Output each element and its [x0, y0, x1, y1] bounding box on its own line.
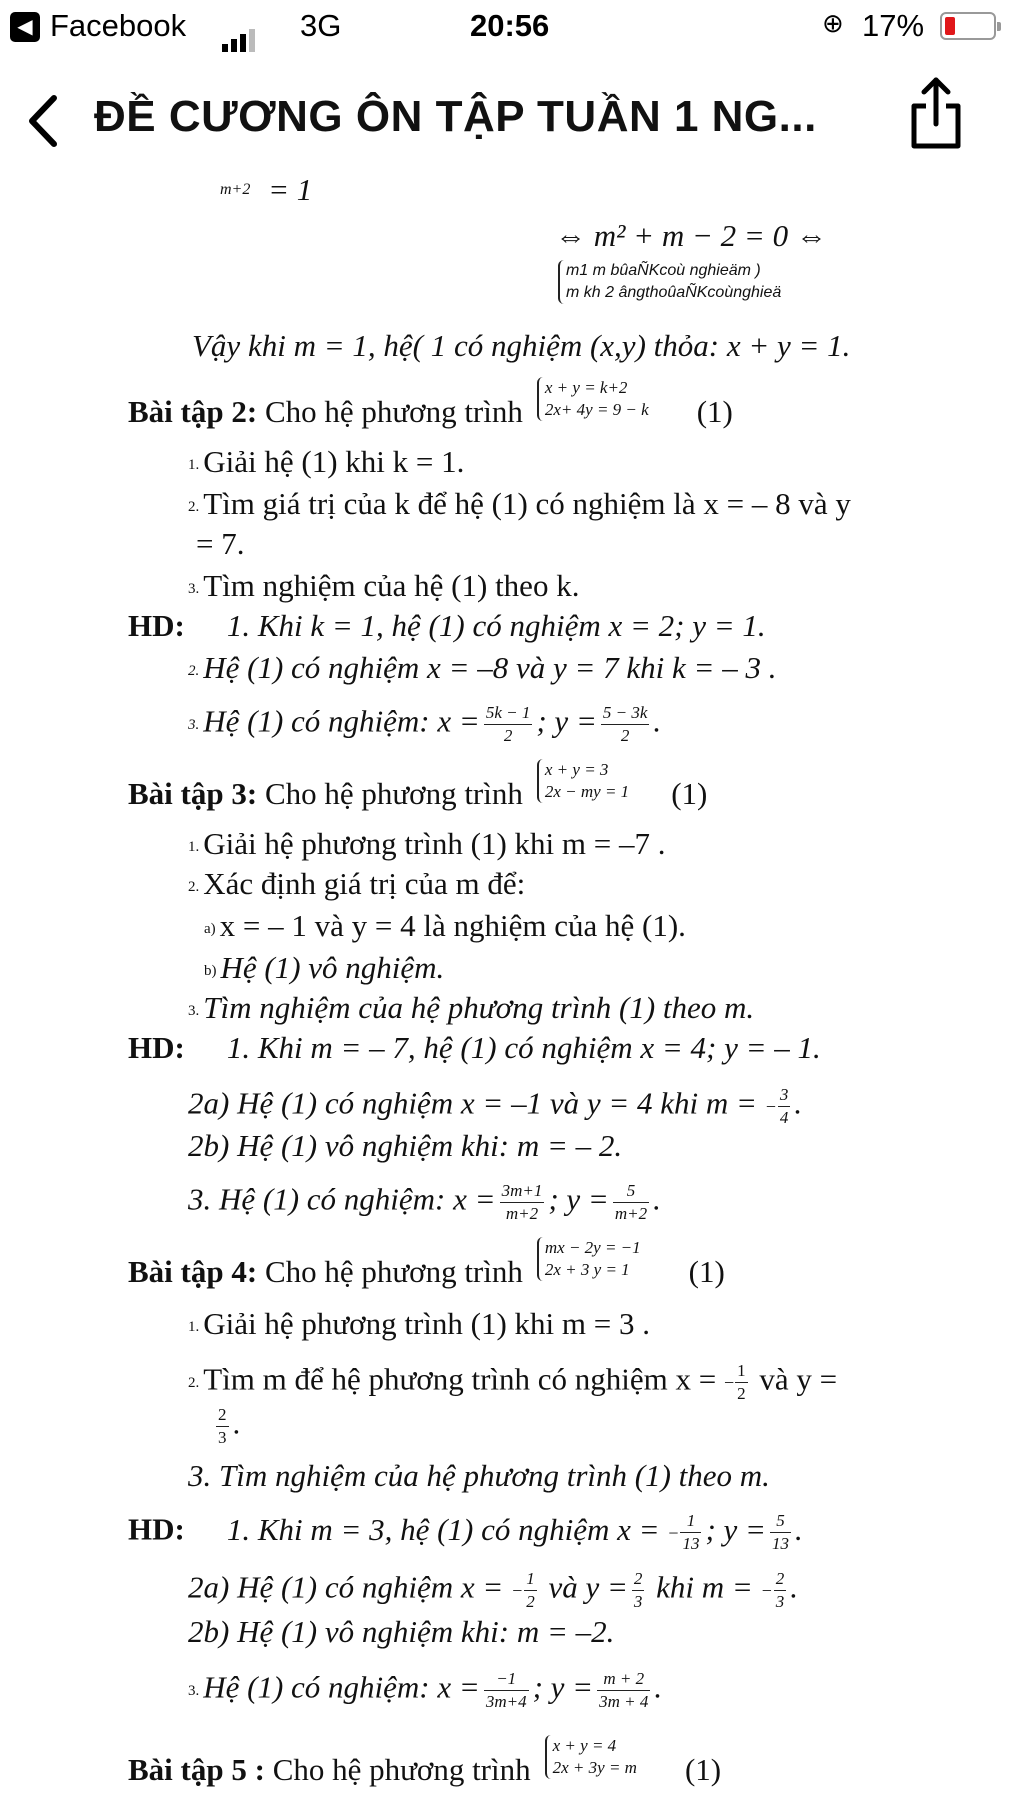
doc-line: 1. Giải hệ (1) khi k = 1. [188, 444, 465, 479]
doc-line: 2a) Hệ (1) có nghiệm x = − $\frac{1}{2}$ và y = $\frac{2}{3}$ khi m = − $\frac{2}{3}$ . [188, 1569, 799, 1611]
clock: 20:56 [470, 8, 550, 43]
doc-line: $\frac{2}{3}$ . [218, 1405, 241, 1447]
doc-line: 2. Tìm giá trị của k để hệ (1) có nghiệm là x = – 8 và y [188, 486, 851, 521]
doc-line: 1. Giải hệ phương trình (1) khi m = 3 . [188, 1306, 650, 1341]
battery-icon [940, 12, 996, 40]
doc-line: 2. Xác định giá trị của m để: [188, 866, 526, 901]
orientation-lock-icon: ⊕ [822, 8, 844, 38]
back-chevron-icon[interactable] [26, 94, 60, 148]
document-viewer[interactable] [0, 160, 1024, 1820]
doc-line: 2. Hệ (1) có nghiệm x = –8 và y = 7 khi k = – 3 . [188, 650, 777, 685]
doc-line: = 7. [196, 526, 245, 561]
doc-line: HD: 1. Khi m = – 7, hệ (1) có nghiệm x = 4; y = – 1. [128, 1030, 821, 1065]
doc-line: 3. Hệ (1) có nghiệm: x = $\frac{5k - 1}{2}$ ; y = $\frac{5 - 3k}{2}$ . [188, 703, 662, 745]
doc-line: HD: 1. Khi m = 3, hệ (1) có nghiệm x = − $\frac{1}{13}$ ; y = $\frac{5}{13}$ . [128, 1511, 803, 1553]
status-bar [0, 0, 1024, 58]
exercise-3-heading: Bài tập 3: Cho hệ phương trình x + y = 3 2x − my = 1 (1) [128, 760, 708, 811]
doc-line: 3. Tìm nghiệm của hệ (1) theo k. [188, 568, 580, 603]
doc-line: 3. Hệ (1) có nghiệm: x = $\frac{-1}{3m+4}$ ; y = $\frac{m + 2}{3m + 4}$ . [188, 1669, 663, 1711]
back-to-app-icon[interactable]: ◀ [10, 12, 40, 42]
page-title: ĐỀ CƯƠNG ÔN TẬP TUẦN 1 NG... [94, 92, 817, 141]
doc-line: a) x = – 1 và y = 4 là nghiệm của hệ (1). [204, 908, 686, 943]
doc-line: 3. Tìm nghiệm của hệ phương trình (1) theo m. [188, 990, 755, 1025]
doc-line: Vậy khi m = 1, hệ( 1 có nghiệm (x,y) thỏa: x + y = 1. [192, 328, 851, 363]
back-app-label[interactable]: Facebook [50, 8, 187, 43]
doc-line: 3. Tìm nghiệm của hệ phương trình (1) theo m. [188, 1458, 770, 1493]
exercise-5-heading: Bài tập 5 : Cho hệ phương trình x + y = 4 2x + 3y = m (1) [128, 1736, 722, 1787]
doc-line: ⇔ m² + m − 2 = 0 ⇔ [555, 218, 827, 253]
doc-line: 3. Hệ (1) có nghiệm: x = $\frac{3m+1}{m+2}$ ; y = $\frac{5}{m+2}$ . [188, 1181, 661, 1223]
exercise-2-heading: Bài tập 2: Cho hệ phương trình x + y = k+2 2x+ 4y = 9 − k (1) [128, 378, 733, 429]
doc-case-block: m1 m bûaÑKcoù nghieäm ) m kh 2 ângthoûaÑKcoùnghieä [558, 260, 781, 304]
network-type: 3G [300, 8, 342, 43]
exercise-4-heading: Bài tập 4: Cho hệ phương trình mx − 2y = −1 2x + 3 y = 1 (1) [128, 1238, 725, 1289]
doc-line: 2b) Hệ (1) vô nghiệm khi: m = – 2. [188, 1128, 623, 1163]
doc-line: b) Hệ (1) vô nghiệm. [204, 950, 445, 985]
share-icon[interactable] [906, 74, 966, 154]
navigation-bar [0, 62, 1024, 172]
doc-line: HD: 1. Khi k = 1, hệ (1) có nghiệm x = 2; y = 1. [128, 608, 766, 643]
signal-icon [222, 16, 258, 52]
battery-percent: 17% [862, 8, 925, 43]
doc-line: 2. Tìm m để hệ phương trình có nghiệm x = − $\frac{1}{2}$ và y = [188, 1361, 838, 1403]
doc-line: 2b) Hệ (1) vô nghiệm khi: m = –2. [188, 1614, 615, 1649]
doc-line: $^{m+2}$ = 1 [220, 172, 313, 207]
doc-line: 2a) Hệ (1) có nghiệm x = –1 và y = 4 khi m = − $\frac{3}{4}$ . [188, 1085, 803, 1127]
doc-line: 1. Giải hệ phương trình (1) khi m = –7 . [188, 826, 666, 861]
